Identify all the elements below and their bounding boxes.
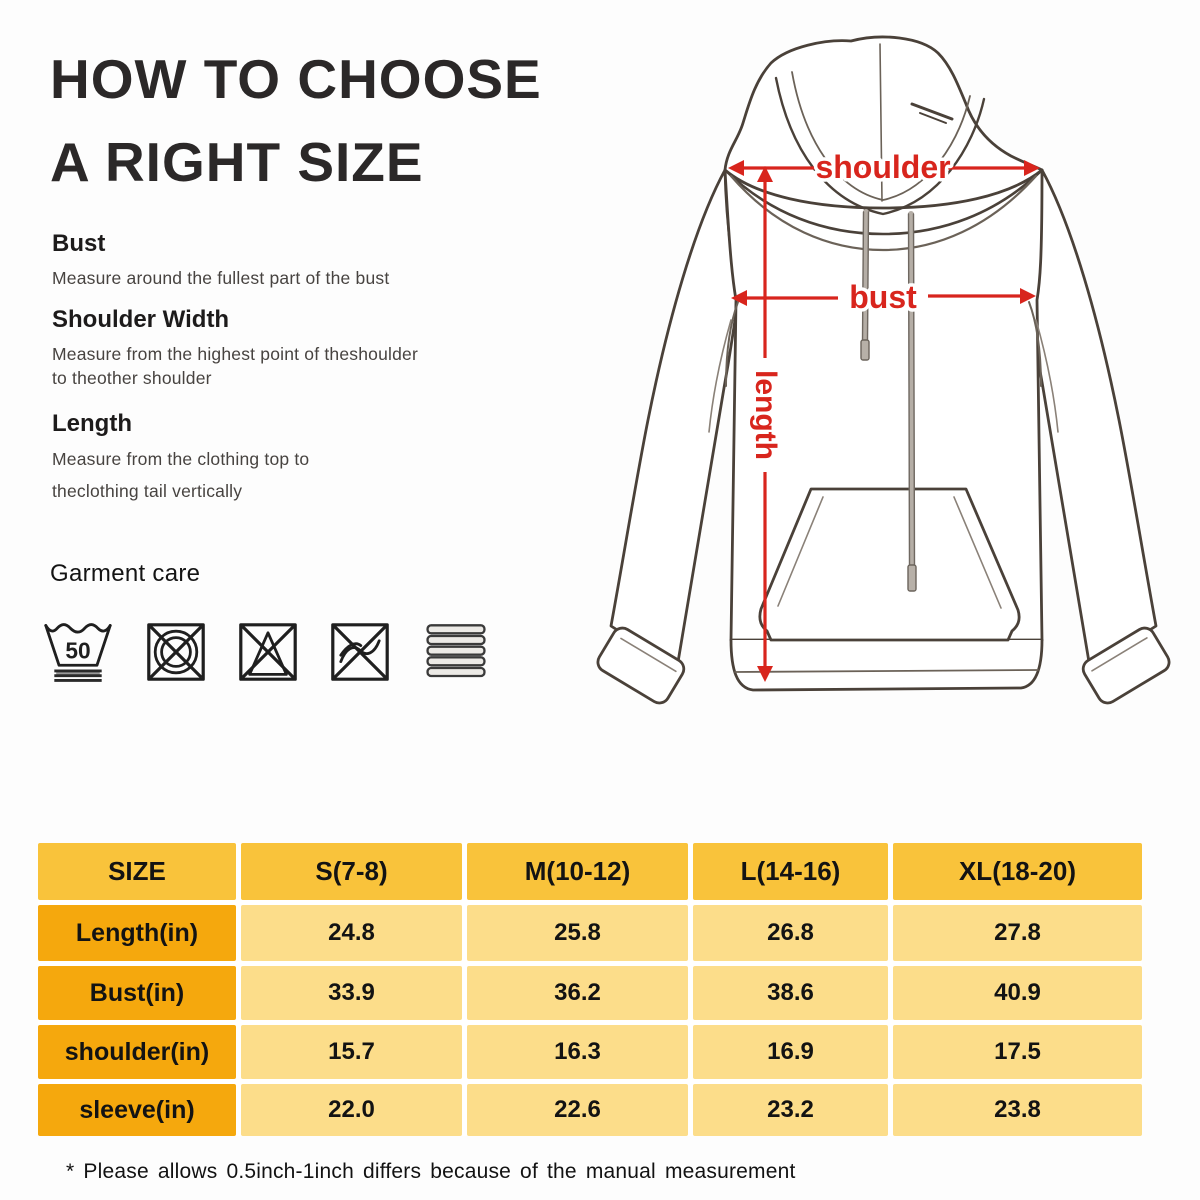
- length-m: 25.8: [467, 905, 688, 961]
- length-s: 24.8: [241, 905, 462, 961]
- hoodie-line-drawing: [580, 20, 1200, 740]
- measurement-disclaimer: * Please allows 0.5inch-1inch differs because of the manual measurement: [66, 1160, 796, 1183]
- do-not-wring-icon: [328, 620, 392, 684]
- bust-label: bust: [849, 279, 917, 315]
- size-table-header-l: L(14-16): [693, 843, 888, 900]
- shoulder-m: 16.3: [467, 1025, 688, 1079]
- page-title-line-2: A RIGHT SIZE: [50, 130, 424, 193]
- shoulder-width-description-line-1: Measure from the highest point of theshoulder: [52, 344, 419, 364]
- page-title: [50, 38, 542, 203]
- bust-m: 36.2: [467, 966, 688, 1020]
- hoodie-measurement-diagram: [580, 20, 1200, 740]
- garment-care-icons: [40, 616, 492, 688]
- row-label-sleeve: sleeve(in): [38, 1084, 236, 1136]
- shoulder-width-description-line-2: to theother shoulder: [52, 368, 212, 388]
- sleeve-s: 22.0: [241, 1084, 462, 1136]
- length-heading: Length: [52, 410, 132, 437]
- size-table-header-s: S(7-8): [241, 843, 462, 900]
- sleeve-l: 23.2: [693, 1084, 888, 1136]
- length-label: length: [749, 370, 782, 460]
- sleeve-xl: 23.8: [893, 1084, 1142, 1136]
- size-table-header-size: SIZE: [38, 843, 236, 900]
- bust-l: 38.6: [693, 966, 888, 1020]
- do-not-bleach-icon: [236, 620, 300, 684]
- sleeve-m: 22.6: [467, 1084, 688, 1136]
- do-not-tumble-dry-icon: [144, 620, 208, 684]
- length-description-line-2: theclothing tail vertically: [52, 481, 243, 501]
- row-label-length: Length(in): [38, 905, 236, 961]
- length-l: 26.8: [693, 905, 888, 961]
- bust-heading: Bust: [52, 230, 106, 257]
- bust-xl: 40.9: [893, 966, 1142, 1020]
- shoulder-l: 16.9: [693, 1025, 888, 1079]
- wash-temp-label: 50: [65, 637, 91, 664]
- row-label-shoulder: shoulder(in): [38, 1025, 236, 1079]
- length-description-line-1: Measure from the clothing top to: [52, 449, 310, 469]
- garment-care-heading: Garment care: [50, 560, 201, 587]
- shoulder-width-heading: Shoulder Width: [52, 306, 230, 333]
- shoulder-xl: 17.5: [893, 1025, 1142, 1079]
- machine-wash-50-icon: [40, 616, 116, 688]
- shoulder-label: shoulder: [815, 149, 951, 185]
- size-table-header-m: M(10-12): [467, 843, 688, 900]
- length-xl: 27.8: [893, 905, 1142, 961]
- bust-s: 33.9: [241, 966, 462, 1020]
- dry-flat-icon: [420, 620, 492, 684]
- size-table: [38, 843, 1142, 1136]
- page-title-line-1: HOW TO CHOOSE: [50, 48, 542, 110]
- row-label-bust: Bust(in): [38, 966, 236, 1020]
- bust-description: Measure around the fullest part of the bust: [52, 268, 390, 288]
- size-table-header-xl: XL(18-20): [893, 843, 1142, 900]
- shoulder-s: 15.7: [241, 1025, 462, 1079]
